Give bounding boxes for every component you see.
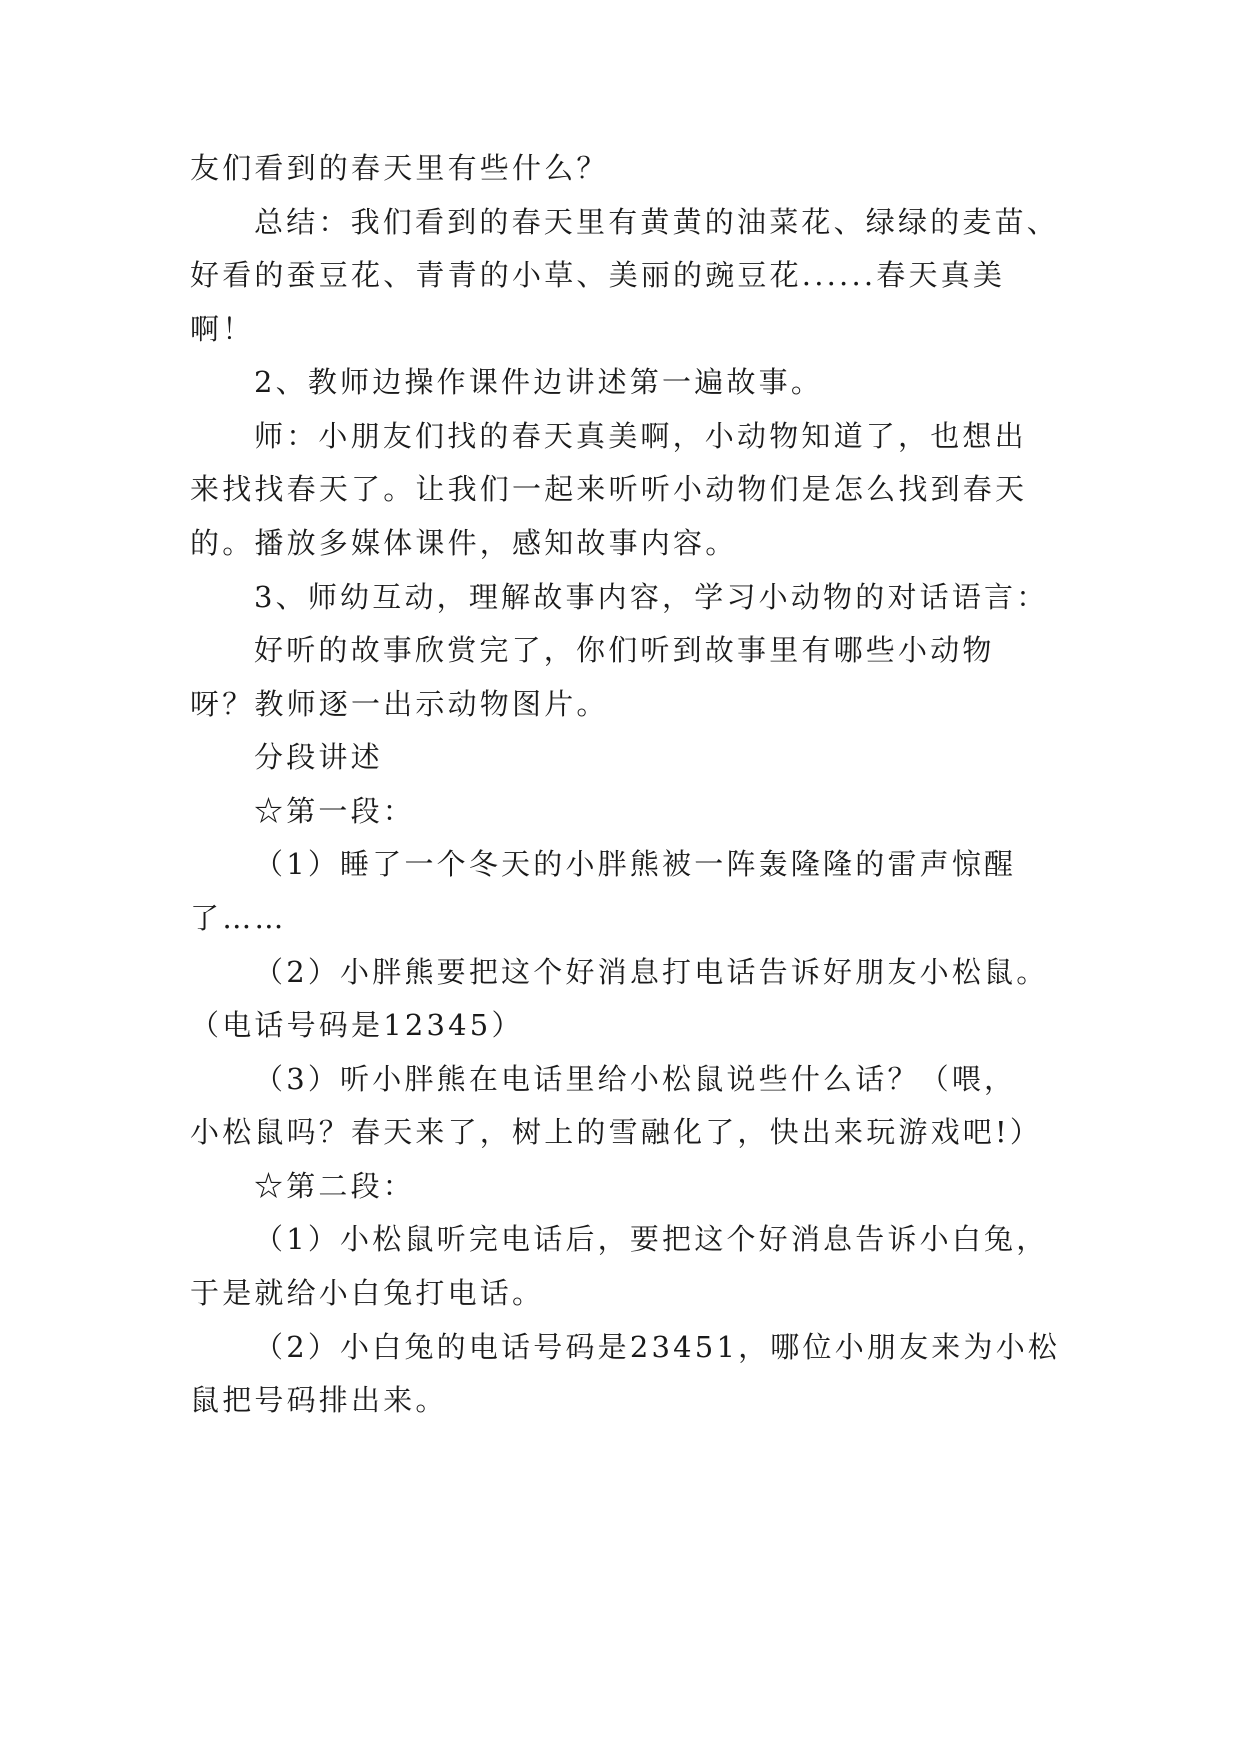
text-line: 友们看到的春天里有些什么？	[190, 151, 609, 185]
part-one-item-2: （2）小胖熊要把这个好消息打电话告诉好朋友小松鼠。	[254, 955, 1049, 989]
text-line: 好看的蚕豆花、青青的小草、美丽的豌豆花......春天真美	[190, 258, 1006, 292]
question-paragraph: 好听的故事欣赏完了，你们听到故事里有哪些小动物	[254, 633, 995, 667]
step-2-heading: 2、教师边操作课件边讲述第一遍故事。	[254, 365, 824, 399]
text-line: 来找找春天了。让我们一起来听听小动物们是怎么找到春天	[190, 472, 1028, 506]
text-line: 了……	[190, 901, 287, 935]
step-3-heading: 3、师幼互动，理解故事内容，学习小动物的对话语言：	[254, 580, 1049, 614]
text-line: 于是就给小白兔打电话。	[190, 1276, 545, 1310]
part-two-item-1: （1）小松鼠听完电话后，要把这个好消息告诉小白兔，	[254, 1222, 1049, 1256]
part-one-item-1: （1）睡了一个冬天的小胖熊被一阵轰隆隆的雷声惊醒	[254, 847, 1017, 881]
text-line: 呀？教师逐一出示动物图片。	[190, 687, 609, 721]
text-line: 的。播放多媒体课件，感知故事内容。	[190, 526, 738, 560]
summary-paragraph: 总结：我们看到的春天里有黄黄的油菜花、绿绿的麦苗、	[254, 205, 1060, 239]
teacher-paragraph: 师：小朋友们找的春天真美啊，小动物知道了，也想出	[254, 419, 1027, 453]
part-two-heading: ☆第二段：	[254, 1169, 416, 1203]
part-two-item-2: （2）小白兔的电话号码是23451，哪位小朋友来为小松	[254, 1330, 1061, 1364]
text-line: 啊！	[190, 312, 255, 346]
text-line: （电话号码是12345）	[190, 1008, 524, 1042]
text-line: 小松鼠吗？春天来了，树上的雪融化了，快出来玩游戏吧!）	[190, 1115, 1043, 1149]
part-one-item-3: （3）听小胖熊在电话里给小松鼠说些什么话？（喂，	[254, 1062, 1017, 1096]
text-line: 鼠把号码排出来。	[190, 1383, 448, 1417]
part-one-heading: ☆第一段：	[254, 794, 416, 828]
section-heading: 分段讲述	[254, 740, 383, 774]
